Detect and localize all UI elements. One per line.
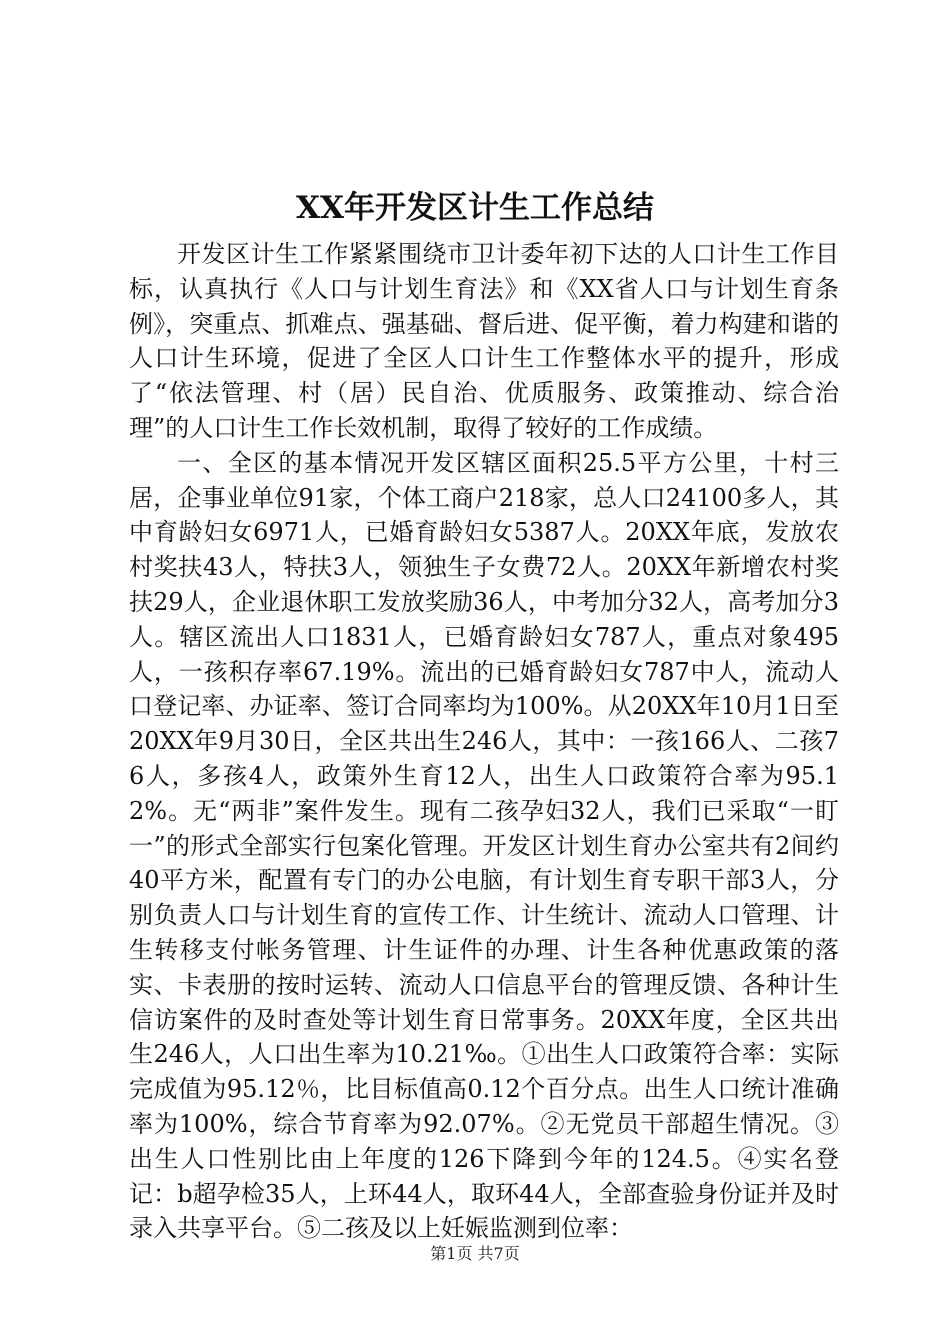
page-number-footer: 第1页 共7页: [430, 1244, 520, 1263]
basic-situation-paragraph: 一、全区的基本情况开发区辖区面积25.5平方公里，十村三居，企事业单位91家，个体工商户218家，总人口24100多人，其中育龄妇女6971人，已婚育龄妇女5387人。20XX年底，发放农村奖扶43人，特扶3人，领独生子女费72人。20XX年新增农村奖扶29人，企业退休职工发放奖励36人，中考加分32人，高考加分3人。辖区流出人口1831人，已婚育龄妇女787人，重点对象495人，一孩积存率67.19%。流出的已婚育龄妇女787中人，流动人口登记率、办证率、签订合同率均为100%。从20XX年10月1日至20XX年9月30日，全区共出生246人，其中：一孩166人、二孩76人，多孩4人，政策外生育12人，出生人口政策符合率为95.12%。无“两非”案件发生。现有二孩孕妇32人，我们已采取“一盯一”的形式全部实行包案化管理。开发区计划生育办公室共有2间约40平方米，配置有专门的办公电脑，有计划生育专职干部3人，分别负责人口与计划生育的宣传工作、计生统计、流动人口管理、计生转移支付帐务管理、计生证件的办理、计生各种优惠政策的落实、卡表册的按时运转、流动人口信息平台的管理反馈、各种计生信访案件的及时查处等计划生育日常事务。20XX年度，全区共出生246人，人口出生率为10.21‰。①出生人口政策符合率：实际完成值为95.12％，比目标值高0.12个百分点。出生人口统计准确率为100%，综合节育率为92.07%。②无党员干部超生情况。③出生人口性别比由上年度的126下降到今年的124.5。④实名登记：b超孕检35人，上环44人，取环44人，全部查验身份证并及时录入共享平台。⑤二孩及以上妊娠监测到位率：: [129, 448, 839, 1243]
intro-paragraph: 开发区计生工作紧紧围绕市卫计委年初下达的人口计生工作目标，认真执行《人口与计划生育法》和《XX省人口与计划生育条例》，突重点、抓难点、强基础、督后进、促平衡，着力构建和谐的人口计生环境，促进了全区人口计生工作整体水平的提升，形成了“依法管理、村（居）民自治、优质服务、政策推动、综合治理”的人口计生工作长效机制，取得了较好的工作成绩。: [129, 240, 839, 442]
document-title: XX年开发区计生工作总结: [295, 190, 655, 226]
document-body: [129, 237, 839, 1246]
